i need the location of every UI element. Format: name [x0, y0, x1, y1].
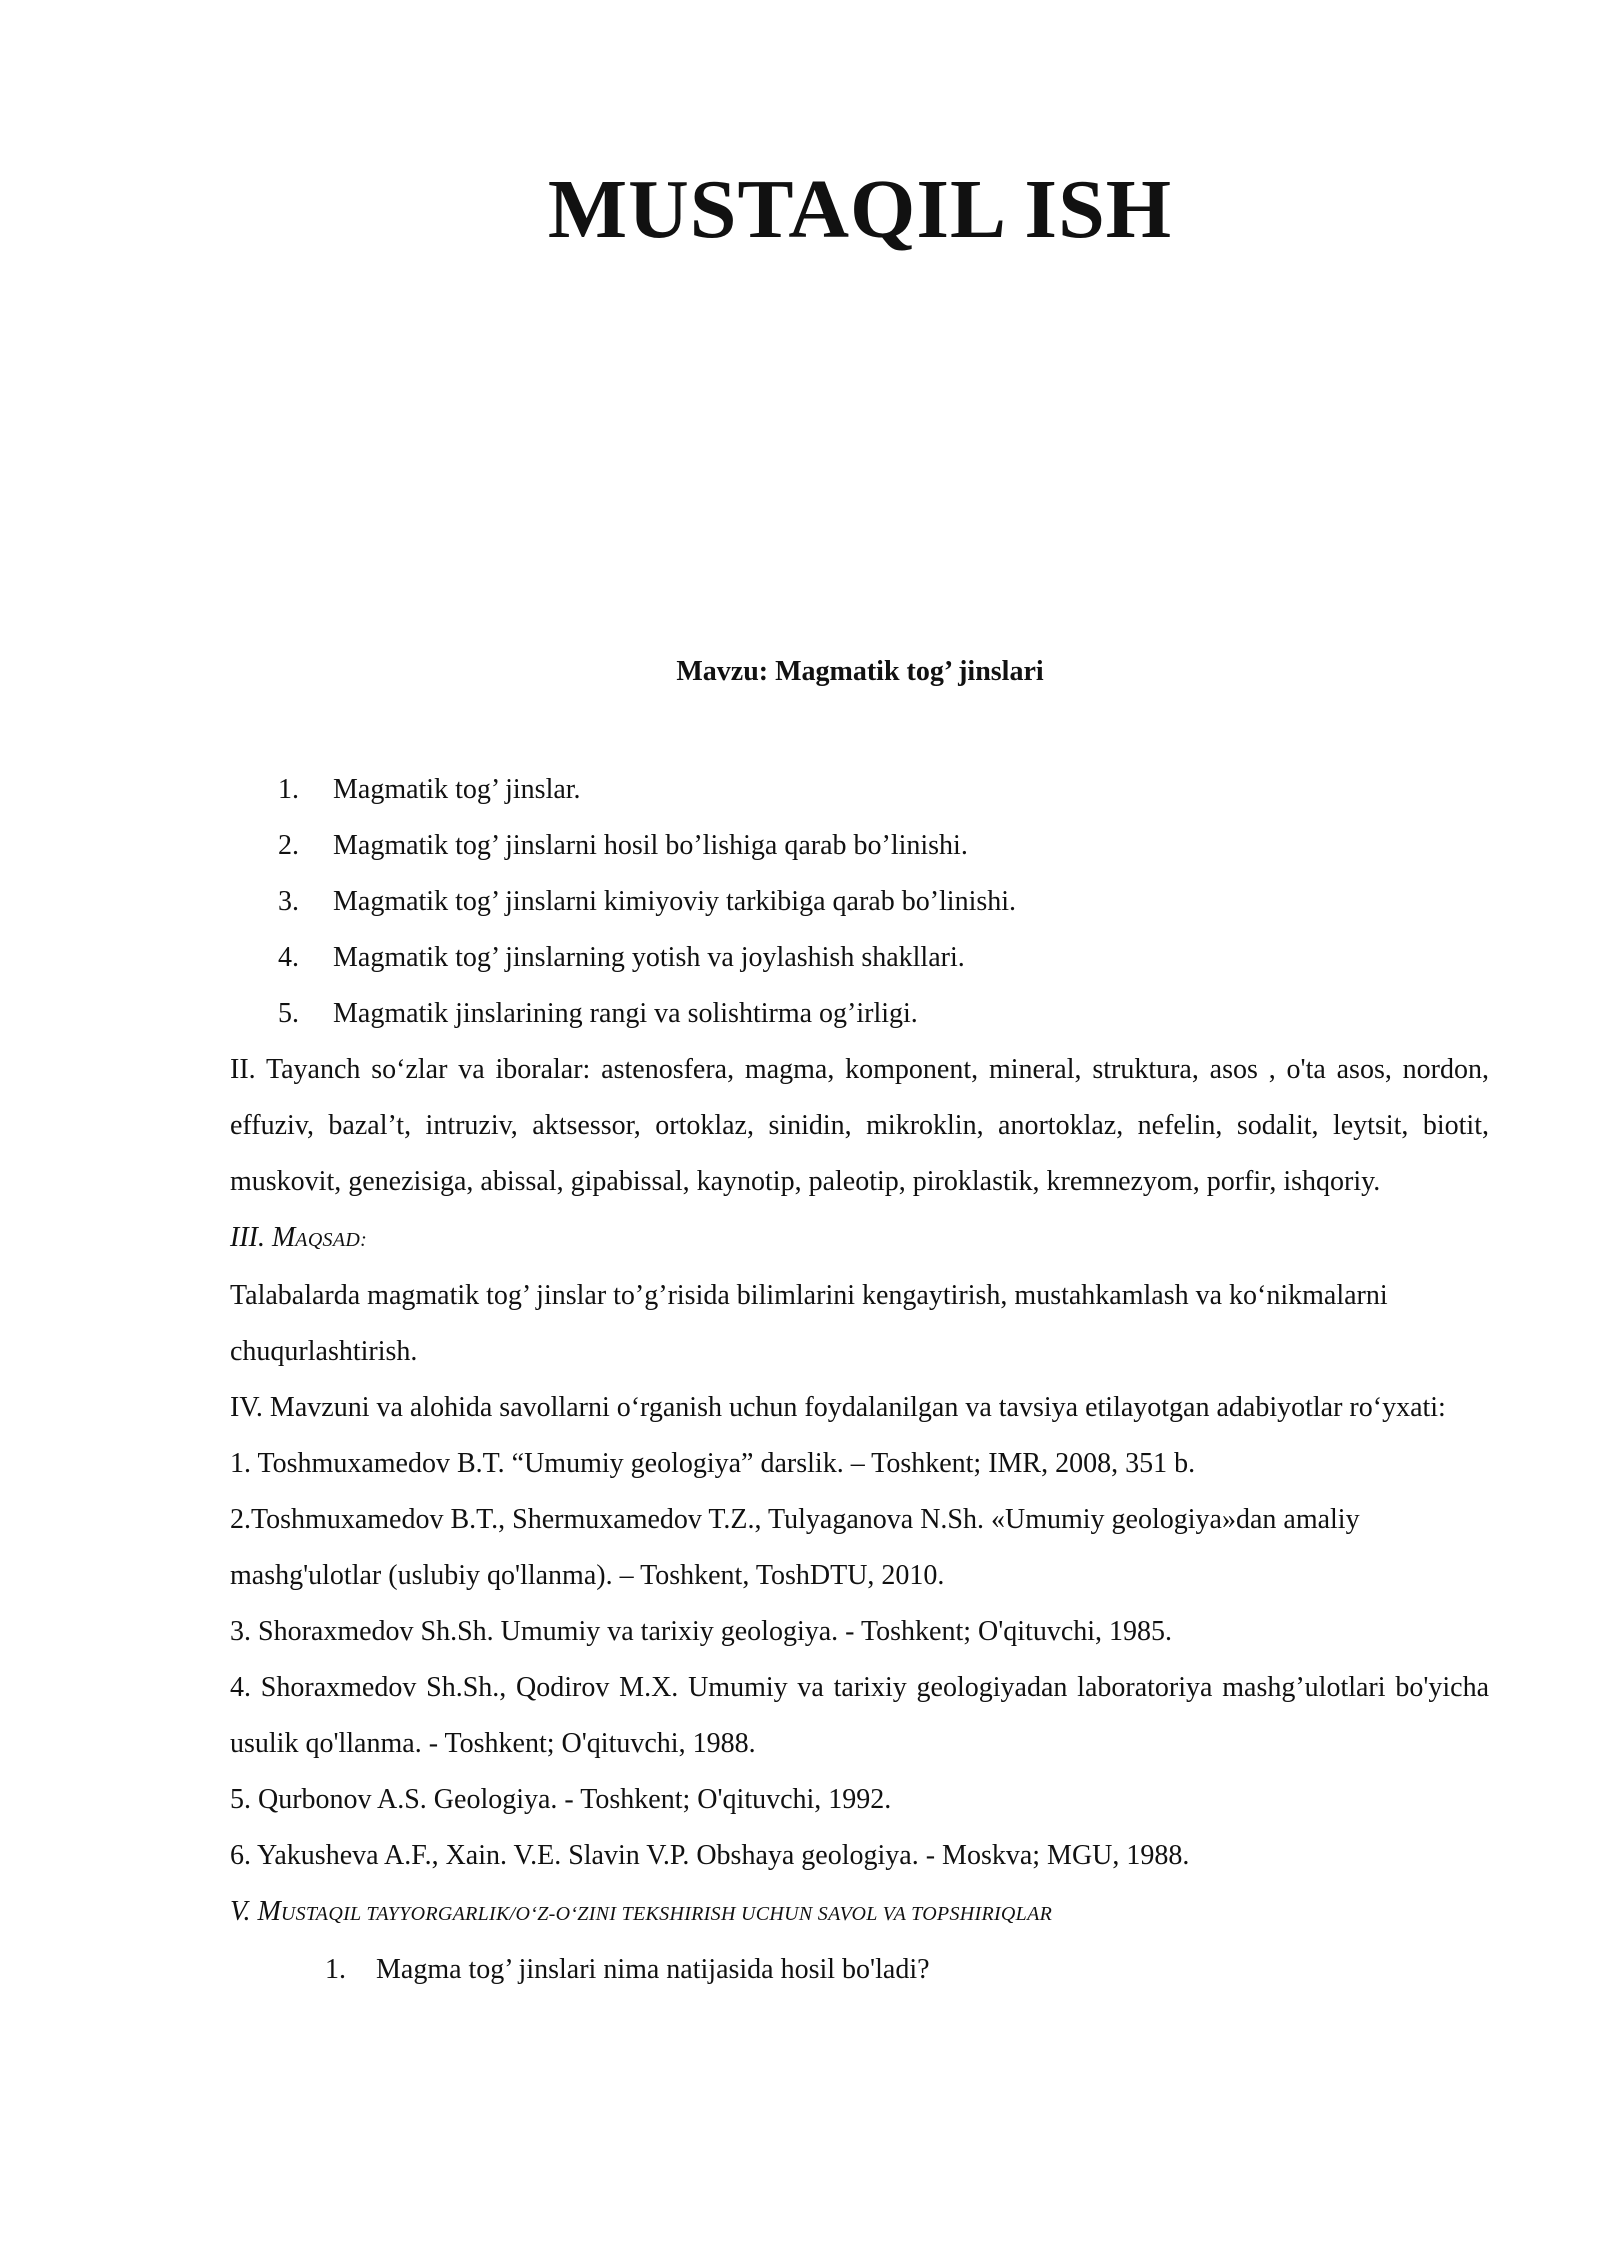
list-item-number: 3.: [278, 886, 299, 917]
list-item: [230, 930, 1489, 986]
page-title: [0, 163, 1600, 256]
keywords-paragraph: II. Tayanch so‘zlar va iboralar: astenosfera, magma, komponent, mineral, struktura, asos , o'ta asos, nordon, effuziv, bazal’t, intruziv, aktsessor, ortoklaz, sinidin, mikroklin, anortoklaz, nefelin, sodalit, leytsit, biotit, muskovit, genezisiga, abissal, gipabissal, kaynotip, paleotip, piroklastik, kremnezyom, porfir, ishqoriy.: [230, 1054, 1489, 1197]
title-rest: USTAQIL ISH: [628, 163, 1173, 256]
list-item-text: Magma tog’ jinslari nima natijasida hosil bo'ladi?: [376, 1954, 930, 1985]
list-item: [230, 762, 1489, 818]
list-item: [230, 818, 1489, 874]
reference-item: 2.Toshmuxamedov B.T., Shermuxamedov T.Z., Tulyaganova N.Sh. «Umumiy geologiya»dan amaliy mashg'ulotlar (uslubiy qo'llanma). – Toshkent, ToshDTU, 2010.: [230, 1504, 1360, 1591]
reference-item: 4. Shoraxmedov Sh.Sh., Qodirov M.X. Umumiy va tarixiy geologiyadan laboratoriya mashg’ulotlari bo'yicha usulik qo'llanma. - Toshkent; O'qituvchi, 1988.: [230, 1672, 1489, 1759]
literature-intro: IV. Mavzuni va alohida savollarni o‘rganish uchun foydalanilgan va tavsiya etilayotgan adabiyotlar ro‘yxati:: [230, 1392, 1446, 1423]
goal-heading-smallcaps: AQSAD:: [295, 1229, 368, 1251]
reference-item: 3. Shoraxmedov Sh.Sh. Umumiy va tarixiy geologiya. - Toshkent; O'qituvchi, 1985.: [230, 1616, 1173, 1647]
list-item-text: Magmatik jinslarining rangi va solishtirma og’irligi.: [333, 998, 918, 1029]
list-item-text: Magmatik tog’ jinslarni hosil bo’lishiga qarab bo’linishi.: [333, 830, 968, 861]
document-body: [230, 762, 1489, 1998]
subject-heading: Mavzu: Magmatik tog’ jinslari: [676, 656, 1044, 687]
reference-item: 5. Qurbonov A.S. Geologiya. - Toshkent; O'qituvchi, 1992.: [230, 1784, 892, 1815]
questions-heading-prefix: V. M: [230, 1896, 281, 1927]
questions-heading-smallcaps: USTAQIL TAYYORGARLIK/O‘Z-O‘ZINI TEKSHIRISH UCHUN SAVOL VA TOPSHIRIQLAR: [280, 1903, 1053, 1925]
list-item-text: Magmatik tog’ jinslarni kimiyoviy tarkibiga qarab bo’linishi.: [333, 886, 1017, 917]
list-item-number: 1.: [278, 774, 299, 805]
list-item: [230, 1942, 1489, 1998]
reference-item: 1. Toshmuxamedov B.T. “Umumiy geologiya” darslik. – Toshkent; IMR, 2008, 351 b.: [230, 1448, 1196, 1479]
list-item-number: 5.: [278, 998, 299, 1029]
goal-heading: [230, 1210, 1489, 1268]
title-first-letter: M: [547, 163, 629, 256]
list-item-text: Magmatik tog’ jinslar.: [333, 774, 581, 805]
questions-list: [230, 1942, 1489, 1998]
list-item-number: 1.: [325, 1954, 346, 1985]
goal-heading-prefix: III. M: [230, 1222, 296, 1253]
questions-heading: [230, 1884, 1489, 1942]
list-item: [230, 874, 1489, 930]
list-item-number: 2.: [278, 830, 299, 861]
goal-paragraph: Talabalarda magmatik tog’ jinslar to’g’risida bilimlarini kengaytirish, mustahkamlash va ko‘nikmalarni chuqurlashtirish.: [230, 1280, 1388, 1367]
list-item-text: Magmatik tog’ jinslarning yotish va joylashish shakllari.: [333, 942, 965, 973]
reference-item: 6. Yakusheva A.F., Xain. V.E. Slavin V.P. Obshaya geologiya. - Moskva; MGU, 1988.: [230, 1840, 1190, 1871]
topics-list: [230, 762, 1489, 1042]
list-item: [230, 986, 1489, 1042]
list-item-number: 4.: [278, 942, 299, 973]
